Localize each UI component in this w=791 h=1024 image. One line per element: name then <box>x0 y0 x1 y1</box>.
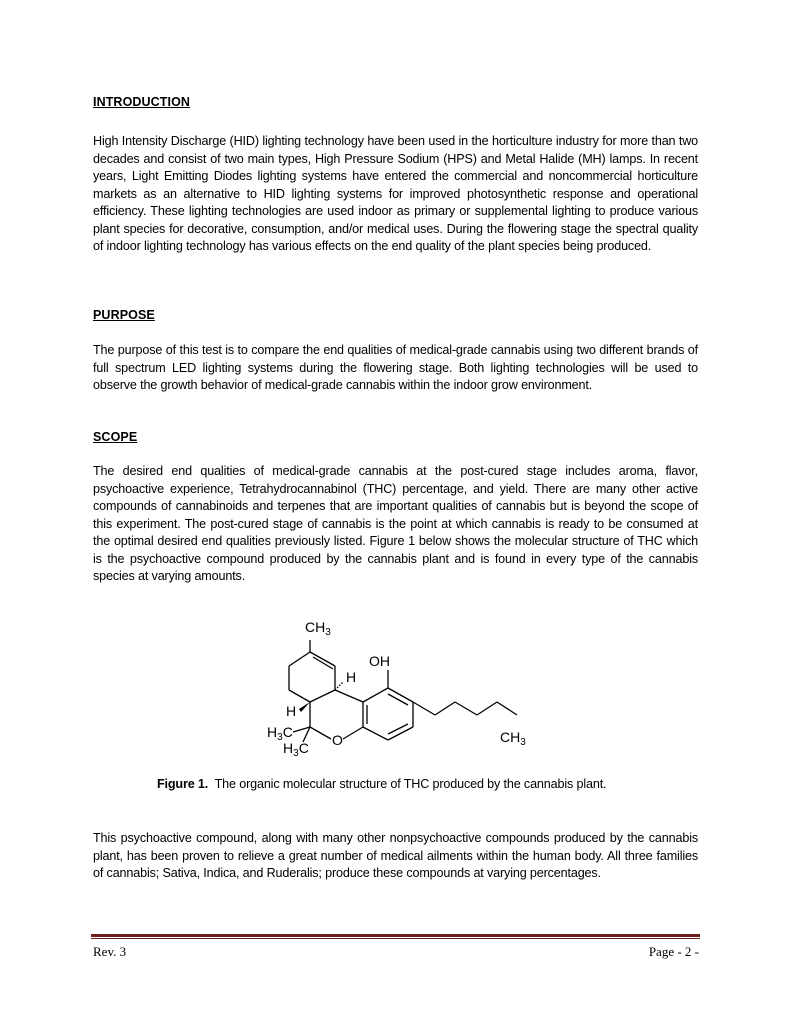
bond <box>310 690 335 702</box>
bond <box>289 652 310 666</box>
bond <box>435 702 455 715</box>
bond <box>455 702 477 715</box>
bond <box>363 727 388 740</box>
figure-caption <box>157 777 606 791</box>
purpose-heading: PURPOSE <box>93 308 155 322</box>
bond <box>497 702 517 715</box>
h-lower-label: H <box>286 703 297 719</box>
h-upper-label: H <box>346 669 357 685</box>
hashed-bond <box>335 682 343 690</box>
bond <box>388 727 413 740</box>
bond <box>310 727 331 739</box>
h3c-upper-label: $H_3C$ <box>267 724 293 743</box>
scope-heading: SCOPE <box>93 430 138 444</box>
figure-caption-text: The organic molecular structure of THC produced by the cannabis plant. <box>208 777 607 791</box>
footer-rule <box>91 934 700 937</box>
introduction-paragraph: High Intensity Discharge (HID) lighting technology have been used in the horticulture industry for more than two decades and consist of two main types, High Pressure Sodium (HPS) and Metal Halide (MH) lamps. In recent years, Light Emitting Diodes lighting systems have entered the commercial and noncommercial horticulture markets as an alternative to HID lighting systems for improved photosynthetic response and operational efficiency. These lighting technologies are used indoor as primary or supplemental lighting to produce various plant species for decorative, consumption, and/or medical uses. During the flowering stage the spectral quality of indoor lighting technology has various effects on the end quality of the plant species being produced. <box>93 134 698 253</box>
revision-label: Rev. 3 <box>93 944 127 959</box>
figure-label: Figure 1. <box>157 777 209 791</box>
bond <box>310 652 335 666</box>
bond <box>363 688 388 702</box>
ch3-top-label: $CH_3$ <box>305 619 331 638</box>
bond <box>388 724 408 734</box>
thc-molecule-figure <box>255 612 545 762</box>
scope-paragraph: The desired end qualities of medical-grade cannabis at the post-cured stage includes aroma, flavor, psychoactive experience, Tetrahydrocannabinol (THC) percentage, and yield. There are many other active compounds of cannabinoids and terpenes that are important qualities of cannabis but is beyond the scope of this experiment. The post-cured stage of cannabis is the point at which cannabis is ready to be consumed at the optimal desired end qualities previously listed. Figure 1 below shows the molecular structure of THC which is the psychoactive compound produced by the cannabis plant and is found in every type of the cannabis species at varying amounts. <box>93 464 698 583</box>
purpose-paragraph: The purpose of this test is to compare the end qualities of medical-grade cannabis using two different brands of full spectrum LED lighting systems during the flowering stage. Both lighting technologies will be used to observe the growth behavior of medical-grade cannabis within the indoor grow environment. <box>93 343 698 392</box>
h3c-lower-label: $H_3C$ <box>283 740 309 759</box>
closing-paragraph: This psychoactive compound, along with many other nonpsychoactive compounds produced by the cannabis plant, has been proven to relieve a great number of medical ailments within the human body. All three families of cannabis; Sativa, Indica, and Ruderalis; produce these compounds at varying percentages. <box>93 831 698 880</box>
page-number: Page - 2 - <box>648 944 699 959</box>
bond <box>289 690 310 702</box>
wedge-bond <box>299 702 310 712</box>
bond <box>413 702 435 715</box>
ch3-right-label: $CH_3$ <box>500 729 526 748</box>
footer-rule-thin <box>91 938 700 939</box>
bond <box>388 688 413 702</box>
oxygen-label: O <box>332 732 343 748</box>
bond <box>477 702 497 715</box>
bond <box>343 727 363 739</box>
oh-label: OH <box>369 653 390 669</box>
introduction-heading: INTRODUCTION <box>93 95 191 109</box>
bond <box>388 694 408 705</box>
bond <box>335 690 363 702</box>
